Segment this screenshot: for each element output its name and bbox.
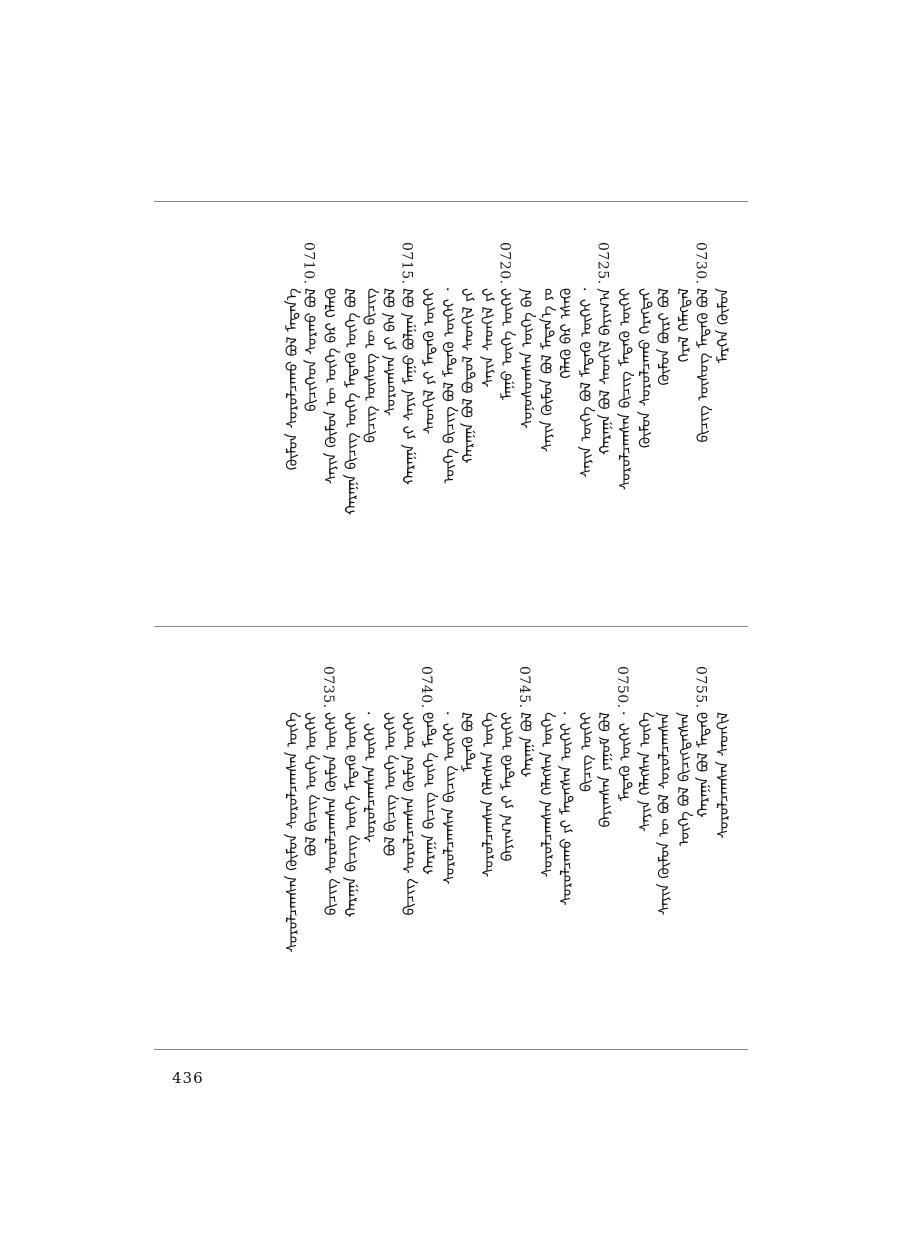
mongolian-verse-line: ᠬᠠᠷᠠᠭᠠ ᠪᠢᠴᠢᠭ ᠦᠭᠡ ᠮᠡᠳᠡᠬᠦ ᠦᠭᠡ ᠪᠣᠯ [341, 288, 360, 516]
mongolian-verse-line: ᠰᠣᠨᠤᠰᠤᠭᠰᠠᠨ ᠦᠭᠡ ᠪᠡᠨ [518, 288, 536, 429]
middle-rule [154, 626, 748, 627]
mongolian-verse-line: ᠪᠢᠴᠢᠭ ᠰᠤᠷᠤᠯᠴᠠᠭᠰᠠᠨ ᠬᠦᠮᠦᠨ ᠦᠭᠡᠢ [322, 712, 340, 916]
bottom-rule [154, 1049, 748, 1050]
mongolian-verse-line: ᠰᠠᠶᠢᠨ ᠬᠦᠮᠦᠨ ᠦ ᠪᠣᠯ ᠰᠤᠷᠤᠯᠴᠠᠭᠰᠠᠨ [655, 712, 674, 916]
mongolian-verse-line: ᠮᠡᠳᠡᠬᠦ ᠦᠭᠡᠢ ᠂ [616, 712, 634, 802]
mongolian-verse-line: ᠮᠡᠷᠭᠡᠨ ᠬᠦᠮᠦᠨ [714, 288, 732, 364]
mongolian-verse-line: ᠪᠢᠴᠢᠭ ᠦᠰᠦᠭ ᠮᠡᠳᠡᠬᠦ ᠪᠣᠯ [694, 288, 713, 443]
mongolian-verse-line: ᠰᠡᠳᠬᠢᠯ ᠶᠢ ᠮᠡᠳᠡᠬᠦ ᠦᠭᠡᠢ [420, 288, 438, 435]
verse-number: 0745. [516, 666, 532, 709]
mongolian-verse-line: ᠰᠤᠷᠤᠯᠴᠠᠭᠰᠠᠨ ᠦᠭᠡᠢ ᠂ [361, 712, 380, 843]
mongolian-verse-line: ᠰᠤᠷᠤᠯᠴᠠᠭᠰᠠᠨ ᠪᠢᠴᠢᠭ ᠮᠡᠳᠡᠬᠦ ᠦᠭᠡᠢ [616, 288, 634, 491]
mongolian-verse-line: ᠪᠣᠯ ᠪᠢᠴᠢᠭ ᠦᠭᠡ ᠦᠭᠡᠢ [302, 712, 321, 857]
mongolian-verse-line: ᠬᠡᠯᠡᠬᠦ ᠪᠡᠷ ᠡᠰᠡᠬᠦ [557, 288, 576, 379]
mongolian-verse-line: ᠰᠤᠷᠤᠯᠴᠠᠭᠰᠠᠨ ᠬᠡᠯᠡᠭᠰᠡᠨ ᠦᠭᠡ [478, 712, 497, 878]
mongolian-verse-line: ᠰᠤᠷᠤᠯᠴᠠᠬᠤ ᠶᠢ ᠮᠡᠳᠡᠭᠰᠡᠨ ᠦᠭᠡᠢ ᠂ [557, 712, 576, 906]
mongolian-verse-line: ᠰᠤᠷᠤᠭᠰᠠᠨ ᠶᠢ ᠪᠡᠨ ᠪᠣᠯ [380, 288, 399, 416]
mongolian-verse-line: ᠪᠢᠴᠢᠭ ᠰᠤᠷᠤᠯᠴᠠᠭᠰᠠᠨ ᠬᠦᠮᠦᠨ ᠦᠭᠡᠢ [400, 712, 419, 916]
mongolian-verse-line: ᠬᠦᠮᠦᠨ ᠰᠤᠷᠤᠯᠴᠠᠬᠤ ᠪᠣᠯ ᠮᠡᠳᠡᠨ᠎ᠡ [282, 288, 301, 471]
verse-number: 0750. [614, 666, 630, 709]
verse-number: 0715. [398, 242, 415, 285]
lower-text-panel [154, 668, 748, 1038]
mongolian-verse-line: ᠬᠠᠷᠠᠭᠠ ᠪᠣᠯ ᠪᠣᠳᠤᠯ ᠰᠡᠳᠬᠢᠯ ᠶᠢ [459, 288, 478, 464]
mongolian-verse-line: ᠬᠠᠷᠠᠭᠠ ᠪᠣᠯ [518, 712, 536, 778]
mongolian-verse-line: ᠰᠤᠷᠤᠯᠴᠠᠭᠰᠠᠨ ᠪᠢᠴᠢᠭ ᠦᠭᠡᠢ ᠂ [439, 712, 458, 885]
mongolian-verse-line: ᠮᠠᠭᠤ ᠦᠭᠡ ᠦᠭᠡᠢ [498, 288, 517, 401]
mongolian-verse-line: ᠭᠡᠷᠡᠯ ᠬᠡᠮᠡᠭᠳᠡᠯ [674, 288, 693, 363]
upper-text-panel [154, 244, 748, 614]
mongolian-verse-line: ᠬᠠᠷᠠᠭᠠ ᠪᠢᠴᠢᠭ ᠦᠭᠡ ᠮᠡᠳᠡᠬᠦ [420, 712, 438, 875]
mongolian-verse-line: ᠪᠢᠴᠢᠭ ᠦᠭᠡᠢ [576, 712, 595, 792]
mongolian-verse-line: ᠪᠣᠯ ᠪᠢᠴᠢᠭ ᠦᠭᠡ ᠦᠭᠡᠢ [380, 712, 399, 857]
verse-number: 0725. [594, 242, 611, 285]
mongolian-verse-line: ᠪᠠᠶᠢᠭ᠎ᠠ ᠶᠢ ᠮᠡᠳᠡᠬᠦ ᠦᠭᠡᠢ [498, 712, 517, 862]
mongolian-verse-line: ᠪᠢᠴᠢᠭ ᠦᠰᠦᠭ ᠦ ᠪᠢᠴᠢᠭ [361, 288, 380, 443]
text-column [281, 668, 307, 1038]
mongolian-verse-line: ᠮᠡᠳᠡᠬᠦ ᠪᠣᠯ [459, 712, 478, 773]
mongolian-verse-line: ᠰᠠᠶᠢᠨ ᠬᠡᠯᠡᠭᠰᠡᠨ ᠦᠭᠡ [635, 712, 654, 832]
verse-number: 0740. [418, 666, 434, 709]
page-number: 436 [172, 1069, 204, 1087]
mongolian-verse-line: ᠬᠠᠷᠠᠭᠠ ᠶᠢ ᠰᠠᠶᠢᠨ ᠮᠠᠭᠤ ᠪᠣᠯᠭᠠᠨ ᠪᠣᠯ [400, 288, 419, 485]
verse-number: 0730. [692, 242, 709, 285]
verse-number: 0755. [692, 666, 709, 709]
mongolian-verse-line: ᠬᠠᠷᠠᠭᠠ ᠪᠣᠯ ᠰᠡᠳᠬᠢᠯ ᠪᠠᠶᠢᠭ᠎ᠠ [596, 288, 615, 455]
verse-number: 0735. [320, 666, 336, 709]
mongolian-verse-line: ᠦᠭᠡ ᠪᠢᠴᠢᠭ ᠪᠣᠯ ᠮᠡᠳᠡᠬᠦ ᠦᠭᠡᠢ ᠂ [439, 288, 458, 484]
mongolian-verse-line: ᠰᠠᠶᠢᠨ ᠰᠡᠳᠬᠢᠯ ᠶᠢ [478, 288, 497, 388]
verse-number: 0710. [300, 242, 317, 285]
mongolian-verse-line: ᠰᠠᠶᠢᠨ ᠬᠦᠮᠦᠨ ᠪᠣᠯ ᠮᠡᠳᠡᠨ᠎ᠡ ᠶᠤ [537, 288, 556, 453]
mongolian-verse-line: ᠰᠠᠶᠢᠨ ᠦᠭᠡ ᠪᠣᠯ ᠮᠡᠳᠡᠬᠦ ᠦᠭᠡᠢ ᠂ [576, 288, 595, 478]
mongolian-verse-line: ᠰᠤᠷᠤᠯᠴᠠᠭᠰᠠᠨ ᠰᠡᠳᠬᠢᠯ [714, 712, 732, 839]
text-column [281, 244, 307, 614]
mongolian-verse-line: ᠰᠠᠶᠢᠨ ᠬᠦᠮᠦᠨ ᠦ ᠦᠭᠡ ᠪᠠᠷ ᠬᠡᠯᠡᠬᠦ [322, 288, 340, 485]
mongolian-verse-line: ᠦᠭᠡ ᠪᠣᠯ ᠪᠢᠴᠢᠭᠳᠡᠭᠰᠡᠨ [674, 712, 693, 847]
mongolian-verse-line: ᠬᠦᠮᠦᠨ ᠰᠤᠷᠤᠯᠴᠠᠬᠤ ᠬᠡᠷᠡᠭᠲᠡᠢ [635, 288, 654, 449]
mongolian-verse-line: ᠰᠤᠷᠤᠯᠴᠠᠭᠰᠠᠨ ᠬᠡᠯᠡᠭᠰᠡᠨ ᠦᠭᠡ [537, 712, 556, 878]
mongolian-verse-line: ᠬᠦᠮᠦᠨ ᠪᠦᠷᠢ ᠪᠣᠯ [655, 288, 674, 386]
mongolian-verse-line: ᠪᠢᠴᠢᠭᠡᠳ ᠰᠤᠷᠬᠤ ᠪᠣᠯ [302, 288, 321, 412]
top-rule [154, 201, 748, 202]
mongolian-verse-line: ᠪᠠᠶᠢᠭᠰᠠᠨ ᠶᠠᠭᠤᠮ ᠪᠣᠯ [596, 712, 615, 828]
mongolian-verse-line: ᠬᠠᠷᠠᠭᠠ ᠪᠣᠯ ᠮᠡᠳᠡᠬᠦ [694, 712, 713, 818]
mongolian-verse-line: ᠬᠠᠷᠠᠭᠠ ᠪᠢᠴᠢᠭ ᠦᠭᠡ ᠮᠡᠳᠡᠬᠦ ᠦᠭᠡᠢ [341, 712, 360, 918]
verse-number: 0720. [496, 242, 513, 285]
mongolian-verse-line: ᠰᠤᠷᠤᠯᠴᠠᠭᠰᠠᠨ ᠬᠦᠮᠦᠨ ᠰᠤᠷᠤᠯᠴᠠᠭᠰᠠᠨ ᠦᠭᠡ [282, 712, 301, 953]
